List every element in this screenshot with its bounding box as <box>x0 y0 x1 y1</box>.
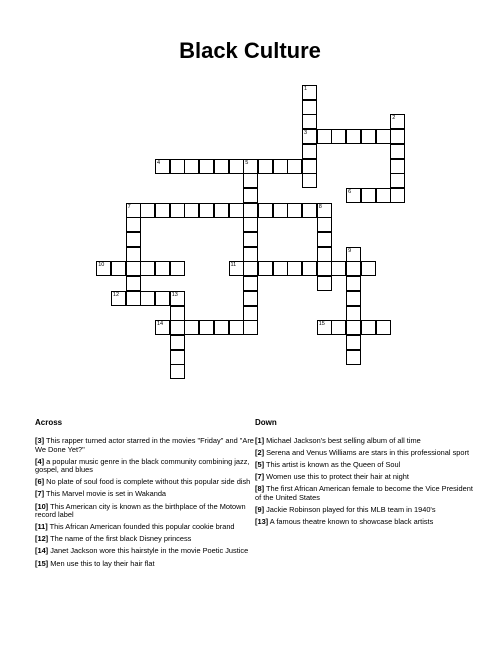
grid-cell[interactable] <box>184 159 199 174</box>
clue-down-7 <box>255 473 480 482</box>
cell-number: 2 <box>392 115 396 122</box>
grid-cell[interactable] <box>199 203 214 218</box>
grid-cell[interactable] <box>243 306 258 321</box>
grid-cell[interactable] <box>229 203 244 218</box>
grid-cell[interactable] <box>170 335 185 350</box>
cell-number: 12 <box>112 291 120 298</box>
clue-number: [14] <box>35 546 49 556</box>
clue-text: The first African American female to become the Vice President of the United States <box>255 484 473 502</box>
grid-cell[interactable] <box>243 261 258 276</box>
cell-number: 3 <box>304 130 308 137</box>
grid-cell[interactable] <box>346 320 361 335</box>
clue-text: Jackie Robinson played for this MLB team in 1940's <box>264 505 436 515</box>
clue-across-14 <box>35 547 260 556</box>
grid-cell[interactable] <box>126 232 141 247</box>
grid-cell[interactable] <box>126 247 141 262</box>
grid-cell[interactable] <box>317 261 332 276</box>
clue-number: [10] <box>35 501 49 511</box>
grid-cell[interactable] <box>273 203 288 218</box>
clue-across-12 <box>35 535 260 544</box>
cell-number: 8 <box>318 203 322 210</box>
grid-cell[interactable] <box>184 320 199 335</box>
cell-number: 15 <box>318 321 325 328</box>
grid-cell[interactable] <box>287 261 302 276</box>
grid-cell[interactable] <box>243 247 258 262</box>
clue-down-13 <box>255 518 480 527</box>
grid-cell[interactable] <box>376 129 391 144</box>
grid-cell[interactable] <box>390 129 405 144</box>
clue-text: Michael Jackson's best selling album of all time <box>264 436 421 445</box>
grid-cell[interactable] <box>258 159 273 174</box>
clue-number: [9] <box>255 505 265 515</box>
grid-cell[interactable] <box>243 320 258 335</box>
clue-text: This Marvel movie is set in Wakanda <box>44 489 167 499</box>
grid-cell[interactable] <box>155 203 170 218</box>
grid-cell[interactable] <box>287 159 302 174</box>
grid-cell[interactable] <box>243 291 258 306</box>
grid-cell[interactable] <box>302 173 317 188</box>
clue-text: A famous theatre known to showcase black artists <box>268 517 434 527</box>
grid-cell[interactable] <box>390 114 405 129</box>
grid-cell[interactable] <box>273 261 288 276</box>
cell-number: 1 <box>304 86 308 92</box>
cell-number: 5 <box>245 159 249 166</box>
grid-cell[interactable] <box>302 203 317 218</box>
grid-cell[interactable] <box>331 261 346 276</box>
grid-cell[interactable] <box>229 261 244 276</box>
grid-cell[interactable] <box>390 144 405 159</box>
grid-cell[interactable] <box>170 203 185 218</box>
clue-across-15 <box>35 560 260 569</box>
clue-text: Janet Jackson wore this hairstyle in the movie Poetic Justice <box>48 546 249 556</box>
grid-cell[interactable] <box>126 203 141 218</box>
clue-text: Women use this to protect their hair at night <box>264 472 409 482</box>
grid-cell[interactable] <box>390 188 405 203</box>
grid-cell[interactable] <box>155 159 170 174</box>
grid-cell[interactable] <box>346 261 361 276</box>
grid-cell[interactable] <box>243 159 258 174</box>
grid-cell[interactable] <box>170 159 185 174</box>
grid-cell[interactable] <box>317 276 332 291</box>
grid-cell[interactable] <box>331 320 346 335</box>
grid-cell[interactable] <box>361 129 376 144</box>
clue-text: a popular music genre in the black community combining jazz, gospel, and blues <box>35 456 250 475</box>
grid-cell[interactable] <box>140 261 155 276</box>
clue-across-7 <box>35 490 260 499</box>
grid-cell[interactable] <box>302 129 317 144</box>
grid-cell[interactable] <box>243 203 258 218</box>
clue-text: This artist is known as the Queen of Soul <box>264 460 401 470</box>
across-clues <box>35 418 260 572</box>
grid-cell[interactable] <box>229 320 244 335</box>
clue-text: No plate of soul food is complete without this popular side dish <box>44 477 251 487</box>
clue-across-11 <box>35 523 260 532</box>
grid-cell[interactable] <box>258 261 273 276</box>
clue-number: [12] <box>35 534 49 544</box>
grid-cell[interactable] <box>243 232 258 247</box>
grid-cell[interactable] <box>346 306 361 321</box>
grid-cell[interactable] <box>111 261 126 276</box>
grid-cell[interactable] <box>126 217 141 232</box>
grid-cell[interactable] <box>170 291 185 306</box>
grid-cell[interactable] <box>331 129 346 144</box>
clue-down-5 <box>255 461 480 470</box>
clue-down-8 <box>255 485 480 502</box>
grid-cell[interactable] <box>287 203 302 218</box>
grid-cell[interactable] <box>346 247 361 262</box>
grid-cell[interactable] <box>170 306 185 321</box>
grid-cell[interactable] <box>170 320 185 335</box>
clue-number: [5] <box>255 460 265 470</box>
clue-number: [4] <box>35 456 45 466</box>
grid-cell[interactable] <box>243 217 258 232</box>
grid-cell[interactable] <box>390 173 405 188</box>
clue-text: This American city is known as the birthplace of the Motown record label <box>35 501 246 520</box>
clue-number: [15] <box>35 558 49 568</box>
cell-number: 10 <box>98 262 105 269</box>
clue-across-3 <box>35 437 260 454</box>
clue-text: This rapper turned actor starred in the movies "Friday" and "Are We Done Yet?" <box>35 436 254 454</box>
grid-cell[interactable] <box>346 129 361 144</box>
down-heading: Down <box>255 418 277 427</box>
grid-cell[interactable] <box>126 261 141 276</box>
grid-cell[interactable] <box>155 320 170 335</box>
grid-cell[interactable] <box>390 159 405 174</box>
cell-number: 9 <box>348 247 352 254</box>
grid-cell[interactable] <box>376 320 391 335</box>
grid-cell[interactable] <box>346 276 361 291</box>
grid-cell[interactable] <box>346 291 361 306</box>
grid-cell[interactable] <box>346 335 361 350</box>
grid-cell[interactable] <box>361 188 376 203</box>
grid-cell[interactable] <box>96 261 111 276</box>
grid-cell[interactable] <box>229 159 244 174</box>
grid-cell[interactable] <box>243 276 258 291</box>
grid-cell[interactable] <box>302 144 317 159</box>
grid-cell[interactable] <box>302 100 317 115</box>
clue-number: [2] <box>255 448 265 458</box>
grid-cell[interactable] <box>170 350 185 365</box>
grid-cell[interactable] <box>317 232 332 247</box>
across-clue-list <box>35 437 260 568</box>
clue-number: [1] <box>255 436 265 445</box>
cell-number: 4 <box>157 159 161 166</box>
grid-cell[interactable] <box>317 217 332 232</box>
clue-number: [6] <box>35 477 45 487</box>
grid-cell[interactable] <box>243 188 258 203</box>
grid-cell[interactable] <box>317 320 332 335</box>
clue-number: [11] <box>35 522 48 532</box>
cell-number: 11 <box>230 262 237 269</box>
grid-cell[interactable] <box>199 320 214 335</box>
grid-cell[interactable] <box>214 320 229 335</box>
grid-cell[interactable] <box>302 159 317 174</box>
clue-number: [3] <box>35 436 45 445</box>
clue-across-10 <box>35 503 260 520</box>
page-title: Black Culture <box>179 38 321 63</box>
clue-down-9 <box>255 506 480 515</box>
grid-cell[interactable] <box>302 261 317 276</box>
clue-text: Men use this to lay their hair flat <box>48 558 155 568</box>
grid-cell[interactable] <box>302 85 317 100</box>
grid-cell[interactable] <box>317 247 332 262</box>
grid-cell[interactable] <box>302 114 317 129</box>
cell-number: 7 <box>127 203 131 210</box>
grid-cell[interactable] <box>346 350 361 365</box>
grid-cell[interactable] <box>155 291 170 306</box>
grid-cell[interactable] <box>170 364 185 379</box>
cell-number: 13 <box>171 291 178 298</box>
cell-number: 6 <box>348 188 352 195</box>
clue-down-2 <box>255 449 480 458</box>
clue-across-6 <box>35 478 260 487</box>
grid-cell[interactable] <box>376 188 391 203</box>
grid-cell[interactable] <box>126 276 141 291</box>
grid-cell[interactable] <box>170 261 185 276</box>
clue-number: [7] <box>255 472 265 482</box>
grid-cell[interactable] <box>214 203 229 218</box>
grid-cell[interactable] <box>199 159 214 174</box>
clue-text: This African American founded this popular cookie brand <box>47 522 235 532</box>
grid-cell[interactable] <box>214 159 229 174</box>
clue-number: [7] <box>35 489 45 499</box>
grid-cell[interactable] <box>361 261 376 276</box>
grid-cell[interactable] <box>317 129 332 144</box>
grid-cell[interactable] <box>317 203 332 218</box>
grid-cell[interactable] <box>111 291 126 306</box>
cell-number: 14 <box>157 321 164 328</box>
clue-number: [13] <box>255 517 269 527</box>
grid-cell[interactable] <box>140 203 155 218</box>
clue-number: [8] <box>255 484 265 494</box>
grid-cell[interactable] <box>258 203 273 218</box>
grid-cell[interactable] <box>346 188 361 203</box>
grid-cell[interactable] <box>140 291 155 306</box>
grid-cell[interactable] <box>243 173 258 188</box>
grid-cell[interactable] <box>273 159 288 174</box>
down-clues <box>255 418 480 530</box>
clue-down-1 <box>255 437 480 446</box>
down-clue-list <box>255 437 480 527</box>
grid-cell[interactable] <box>184 203 199 218</box>
grid-cell[interactable] <box>155 261 170 276</box>
clue-text: The name of the first black Disney princess <box>48 534 192 544</box>
clue-text: Serena and Venus Williams are stars in this professional sport <box>264 448 470 458</box>
grid-cell[interactable] <box>361 320 376 335</box>
clue-across-4 <box>35 458 260 475</box>
grid-cell[interactable] <box>126 291 141 306</box>
across-heading: Across <box>35 418 63 427</box>
